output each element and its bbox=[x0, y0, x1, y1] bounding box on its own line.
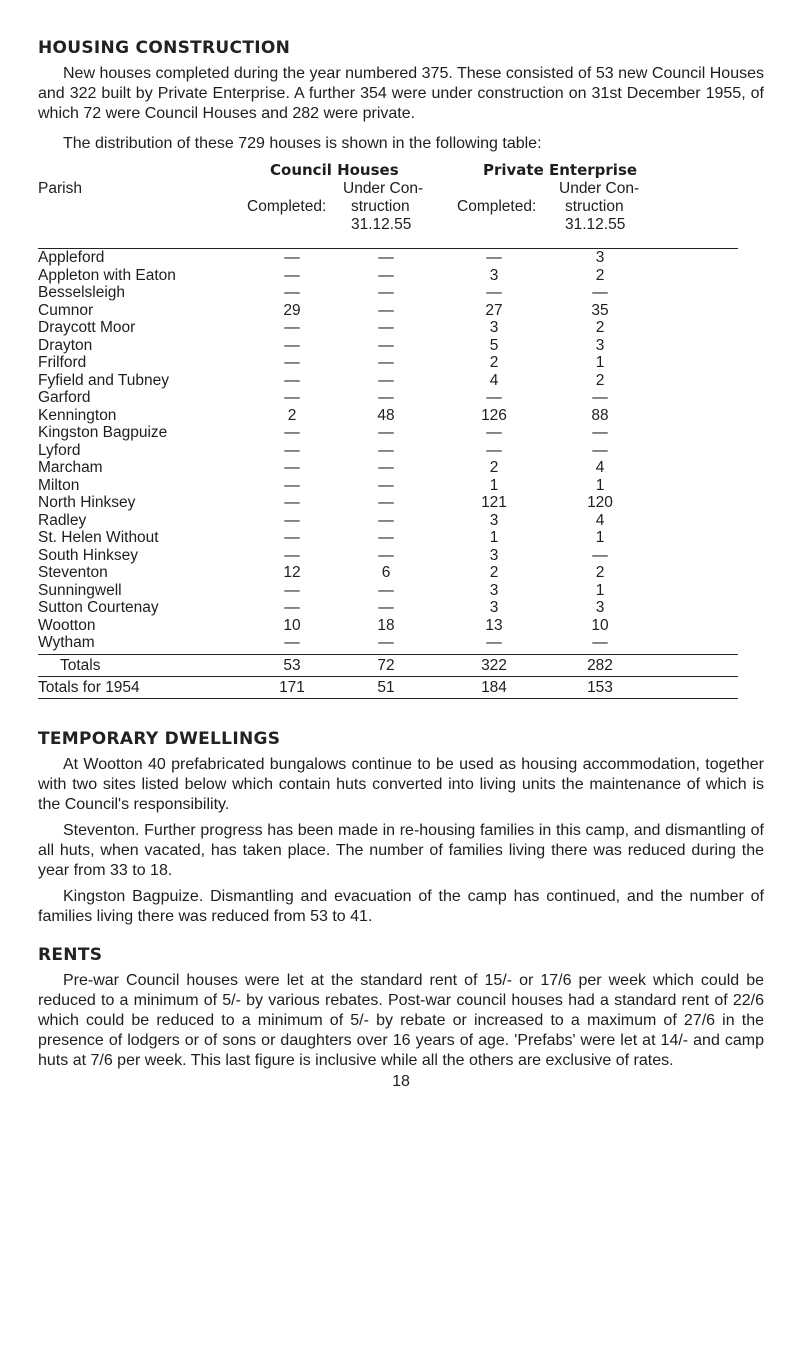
totals-1954-council-under: 51 bbox=[377, 678, 395, 696]
private-completed-cell: 4 bbox=[489, 371, 499, 389]
private-under-cell: 3 bbox=[595, 599, 605, 616]
private-under-cell: 1 bbox=[595, 476, 605, 494]
private-completed-cell: 126 bbox=[481, 406, 507, 424]
private-completed-cell: 2 bbox=[489, 459, 499, 476]
col-council-under-3: 31.12.55 bbox=[351, 216, 412, 233]
private-under-cell: 3 bbox=[595, 336, 605, 354]
totals-label: Totals bbox=[60, 656, 101, 674]
col-parish: Parish bbox=[38, 180, 82, 197]
council-under-cell: — bbox=[378, 441, 394, 459]
private-under-cell: 1 bbox=[595, 529, 605, 546]
private-under-cell: 3 bbox=[595, 249, 605, 266]
parish-cell: Kingston Bagpuize bbox=[38, 424, 168, 441]
private-under-cell: 2 bbox=[595, 319, 605, 336]
parish-cell: Lyford bbox=[38, 441, 81, 459]
parish-cell: Fyfield and Tubney bbox=[38, 371, 169, 389]
private-under-cell: — bbox=[592, 424, 608, 441]
col-private-under-1: Under Con- bbox=[559, 180, 640, 197]
private-completed-cell: 13 bbox=[485, 616, 503, 634]
table-row bbox=[38, 354, 764, 372]
private-under-cell: 4 bbox=[595, 511, 605, 529]
table-row bbox=[38, 459, 764, 477]
private-completed-cell: 3 bbox=[489, 599, 499, 616]
totals-row bbox=[38, 655, 764, 676]
council-completed-cell: — bbox=[284, 266, 300, 284]
col-private-under-2: struction bbox=[565, 198, 624, 215]
council-under-cell: — bbox=[378, 511, 394, 529]
parish-cell: Wootton bbox=[38, 616, 96, 634]
rents-heading: RENTS bbox=[38, 944, 103, 965]
table-row bbox=[38, 302, 764, 320]
private-under-cell: — bbox=[592, 284, 608, 301]
document-page bbox=[38, 38, 764, 1091]
parish-cell: Garford bbox=[38, 389, 91, 406]
private-completed-cell: 121 bbox=[481, 494, 507, 511]
council-completed-cell: 2 bbox=[287, 406, 297, 424]
table-row bbox=[38, 477, 764, 495]
council-under-cell: — bbox=[378, 301, 394, 319]
parish-cell: Appleford bbox=[38, 249, 105, 266]
table-row bbox=[38, 564, 764, 582]
council-under-cell: — bbox=[378, 266, 394, 284]
table-row bbox=[38, 582, 764, 600]
parish-cell: Drayton bbox=[38, 336, 93, 354]
council-completed-cell: — bbox=[284, 529, 300, 546]
council-completed-cell: — bbox=[284, 459, 300, 476]
private-completed-cell: 5 bbox=[489, 336, 499, 354]
council-under-cell: — bbox=[378, 336, 394, 354]
council-under-cell: — bbox=[378, 371, 394, 389]
table-row bbox=[38, 267, 764, 285]
table-row bbox=[38, 372, 764, 390]
parish-cell: Sutton Courtenay bbox=[38, 599, 159, 616]
council-under-cell: — bbox=[378, 581, 394, 599]
council-under-cell: — bbox=[378, 459, 394, 476]
col-council-under-1: Under Con- bbox=[343, 180, 424, 197]
private-completed-cell: — bbox=[486, 424, 502, 441]
table-row bbox=[38, 599, 764, 617]
table-row bbox=[38, 634, 764, 652]
totals-council-under: 72 bbox=[377, 656, 395, 674]
council-completed-cell: — bbox=[284, 476, 300, 494]
council-completed-cell: — bbox=[284, 441, 300, 459]
housing-paragraph-2: The distribution of these 729 houses is shown in the following table: bbox=[63, 135, 542, 152]
parish-cell: Radley bbox=[38, 511, 87, 529]
table-row bbox=[38, 617, 764, 635]
housing-paragraph-1: New houses completed during the year numbered 375. These consisted of 53 new Council Houses and 322 built by Private Enterprise. A further 354 were under construction on 31st December 1955, of which 72 were Council Houses and 282 were private. bbox=[38, 65, 764, 122]
private-completed-cell: 3 bbox=[489, 581, 499, 599]
temporary-paragraph-2: Steventon. Further progress has been made in re-housing families in this camp, and dismantling of all huts, when vacated, has taken place. The number of families living there was reduced during the year from 33 to 18. bbox=[38, 821, 764, 879]
table-row bbox=[38, 529, 764, 547]
private-under-cell: 4 bbox=[595, 459, 605, 476]
council-completed-cell: — bbox=[284, 546, 300, 564]
totals-private-under: 282 bbox=[587, 656, 613, 674]
private-under-cell: 2 bbox=[595, 266, 605, 284]
council-under-cell: — bbox=[378, 599, 394, 616]
totals-1954-row bbox=[38, 677, 764, 698]
parish-cell: North Hinksey bbox=[38, 494, 136, 511]
council-completed-cell: 12 bbox=[283, 564, 301, 581]
table-row bbox=[38, 442, 764, 460]
table-body bbox=[38, 249, 764, 652]
council-completed-cell: — bbox=[284, 389, 300, 406]
col-private-completed: Completed: bbox=[457, 198, 537, 215]
col-private-under-3: 31.12.55 bbox=[565, 216, 626, 233]
private-completed-cell: 1 bbox=[489, 529, 499, 546]
council-under-cell: 18 bbox=[377, 616, 395, 634]
table-row bbox=[38, 249, 764, 267]
private-under-cell: 10 bbox=[591, 616, 609, 634]
private-under-cell: — bbox=[592, 389, 608, 406]
council-completed-cell: — bbox=[284, 634, 300, 651]
council-completed-cell: — bbox=[284, 581, 300, 599]
council-under-cell: — bbox=[378, 494, 394, 511]
col-council-under-2: struction bbox=[351, 198, 410, 215]
council-under-cell: 48 bbox=[377, 406, 395, 424]
housing-table bbox=[38, 161, 764, 699]
temporary-heading: TEMPORARY DWELLINGS bbox=[38, 728, 281, 749]
council-under-cell: — bbox=[378, 634, 394, 651]
council-completed-cell: — bbox=[284, 354, 300, 371]
private-completed-cell: 1 bbox=[489, 476, 499, 494]
council-under-cell: — bbox=[378, 476, 394, 494]
col-council-completed: Completed: bbox=[247, 198, 327, 215]
table-row bbox=[38, 494, 764, 512]
council-under-cell: — bbox=[378, 354, 394, 371]
table-header bbox=[38, 161, 764, 248]
private-under-cell: 2 bbox=[595, 371, 605, 389]
council-completed-cell: — bbox=[284, 511, 300, 529]
table-row bbox=[38, 424, 764, 442]
table-row bbox=[38, 547, 764, 565]
parish-cell: Frilford bbox=[38, 354, 87, 371]
parish-cell: Appleton with Eaton bbox=[38, 266, 176, 284]
council-completed-cell: — bbox=[284, 424, 300, 441]
council-completed-cell: 29 bbox=[283, 301, 301, 319]
table-row bbox=[38, 337, 764, 355]
totals-private-completed: 322 bbox=[481, 656, 507, 674]
council-under-cell: — bbox=[378, 424, 394, 441]
parish-cell: Kennington bbox=[38, 406, 117, 424]
private-under-cell: — bbox=[592, 634, 608, 651]
private-completed-cell: — bbox=[486, 634, 502, 651]
parish-cell: Marcham bbox=[38, 459, 103, 476]
private-under-cell: — bbox=[592, 546, 608, 564]
totals-1954-private-completed: 184 bbox=[481, 678, 507, 696]
council-under-cell: — bbox=[378, 546, 394, 564]
table-row bbox=[38, 389, 764, 407]
parish-cell: Steventon bbox=[38, 564, 108, 581]
private-under-cell: 1 bbox=[595, 354, 605, 371]
totals-1954-council-completed: 171 bbox=[279, 678, 305, 696]
private-under-cell: 88 bbox=[591, 406, 609, 424]
private-under-cell: 35 bbox=[591, 301, 609, 319]
parish-cell: St. Helen Without bbox=[38, 529, 159, 546]
parish-cell: Draycott Moor bbox=[38, 319, 136, 336]
council-completed-cell: 10 bbox=[283, 616, 301, 634]
private-completed-cell: 3 bbox=[489, 546, 499, 564]
council-under-cell: — bbox=[378, 249, 394, 266]
parish-cell: Besselsleigh bbox=[38, 284, 126, 301]
totals-1954-label: Totals for 1954 bbox=[38, 678, 140, 696]
totals-council-completed: 53 bbox=[283, 656, 301, 674]
private-completed-cell: 3 bbox=[489, 511, 499, 529]
council-under-cell: — bbox=[378, 319, 394, 336]
table-row bbox=[38, 407, 764, 425]
parish-cell: Cumnor bbox=[38, 301, 94, 319]
private-completed-cell: — bbox=[486, 441, 502, 459]
council-completed-cell: — bbox=[284, 319, 300, 336]
council-completed-cell: — bbox=[284, 284, 300, 301]
private-under-cell: 120 bbox=[587, 494, 613, 511]
council-under-cell: 6 bbox=[381, 564, 391, 581]
rents-paragraph-1: Pre-war Council houses were let at the standard rent of 15/- or 17/6 per week which could be reduced to a minimum of 5/- by various rebates. Post-war council houses had a standard rent of 22/6 which could be reduced to a minimum of 5/- by rebate or increased to a maximum of 27/6 in the presence of lodgers or of sons or daughters over 16 years of age. 'Prefabs' were let at 14/- and camp huts at 7/6 per week. This last figure is inclusive while all the others are exclusive of rates. bbox=[38, 971, 764, 1069]
totals-rule-bottom bbox=[38, 698, 738, 699]
private-under-cell: 1 bbox=[595, 581, 605, 599]
council-completed-cell: — bbox=[284, 336, 300, 354]
group-private-enterprise: Private Enterprise bbox=[483, 161, 638, 179]
private-under-cell: — bbox=[592, 441, 608, 459]
private-completed-cell: — bbox=[486, 389, 502, 406]
parish-cell: Wytham bbox=[38, 634, 95, 651]
page-number: 18 bbox=[392, 1072, 410, 1090]
parish-cell: South Hinksey bbox=[38, 546, 138, 564]
private-completed-cell: — bbox=[486, 284, 502, 301]
council-under-cell: — bbox=[378, 529, 394, 546]
table-row bbox=[38, 284, 764, 302]
totals-1954-private-under: 153 bbox=[587, 678, 613, 696]
private-completed-cell: 27 bbox=[485, 301, 503, 319]
private-completed-cell: — bbox=[486, 249, 502, 266]
private-completed-cell: 3 bbox=[489, 266, 499, 284]
council-completed-cell: — bbox=[284, 599, 300, 616]
temporary-paragraph-1: At Wootton 40 prefabricated bungalows continue to be used as housing accommodation, together with two sites listed below which contain huts converted into living units the maintenance of which is the Council's responsibility. bbox=[38, 755, 764, 813]
table-row bbox=[38, 319, 764, 337]
table-row bbox=[38, 512, 764, 530]
council-completed-cell: — bbox=[284, 494, 300, 511]
council-completed-cell: — bbox=[284, 371, 300, 389]
private-under-cell: 2 bbox=[595, 564, 605, 581]
council-completed-cell: — bbox=[284, 249, 300, 266]
housing-heading: HOUSING CONSTRUCTION bbox=[38, 38, 291, 58]
parish-cell: Milton bbox=[38, 476, 80, 494]
group-council-houses: Council Houses bbox=[270, 161, 399, 179]
council-under-cell: — bbox=[378, 284, 394, 301]
private-completed-cell: 3 bbox=[489, 319, 499, 336]
parish-cell: Sunningwell bbox=[38, 581, 122, 599]
private-completed-cell: 2 bbox=[489, 564, 499, 581]
private-completed-cell: 2 bbox=[489, 354, 499, 371]
council-under-cell: — bbox=[378, 389, 394, 406]
temporary-paragraph-3: Kingston Bagpuize. Dismantling and evacuation of the camp has continued, and the number of families living there was reduced from 53 to 41. bbox=[38, 887, 764, 925]
